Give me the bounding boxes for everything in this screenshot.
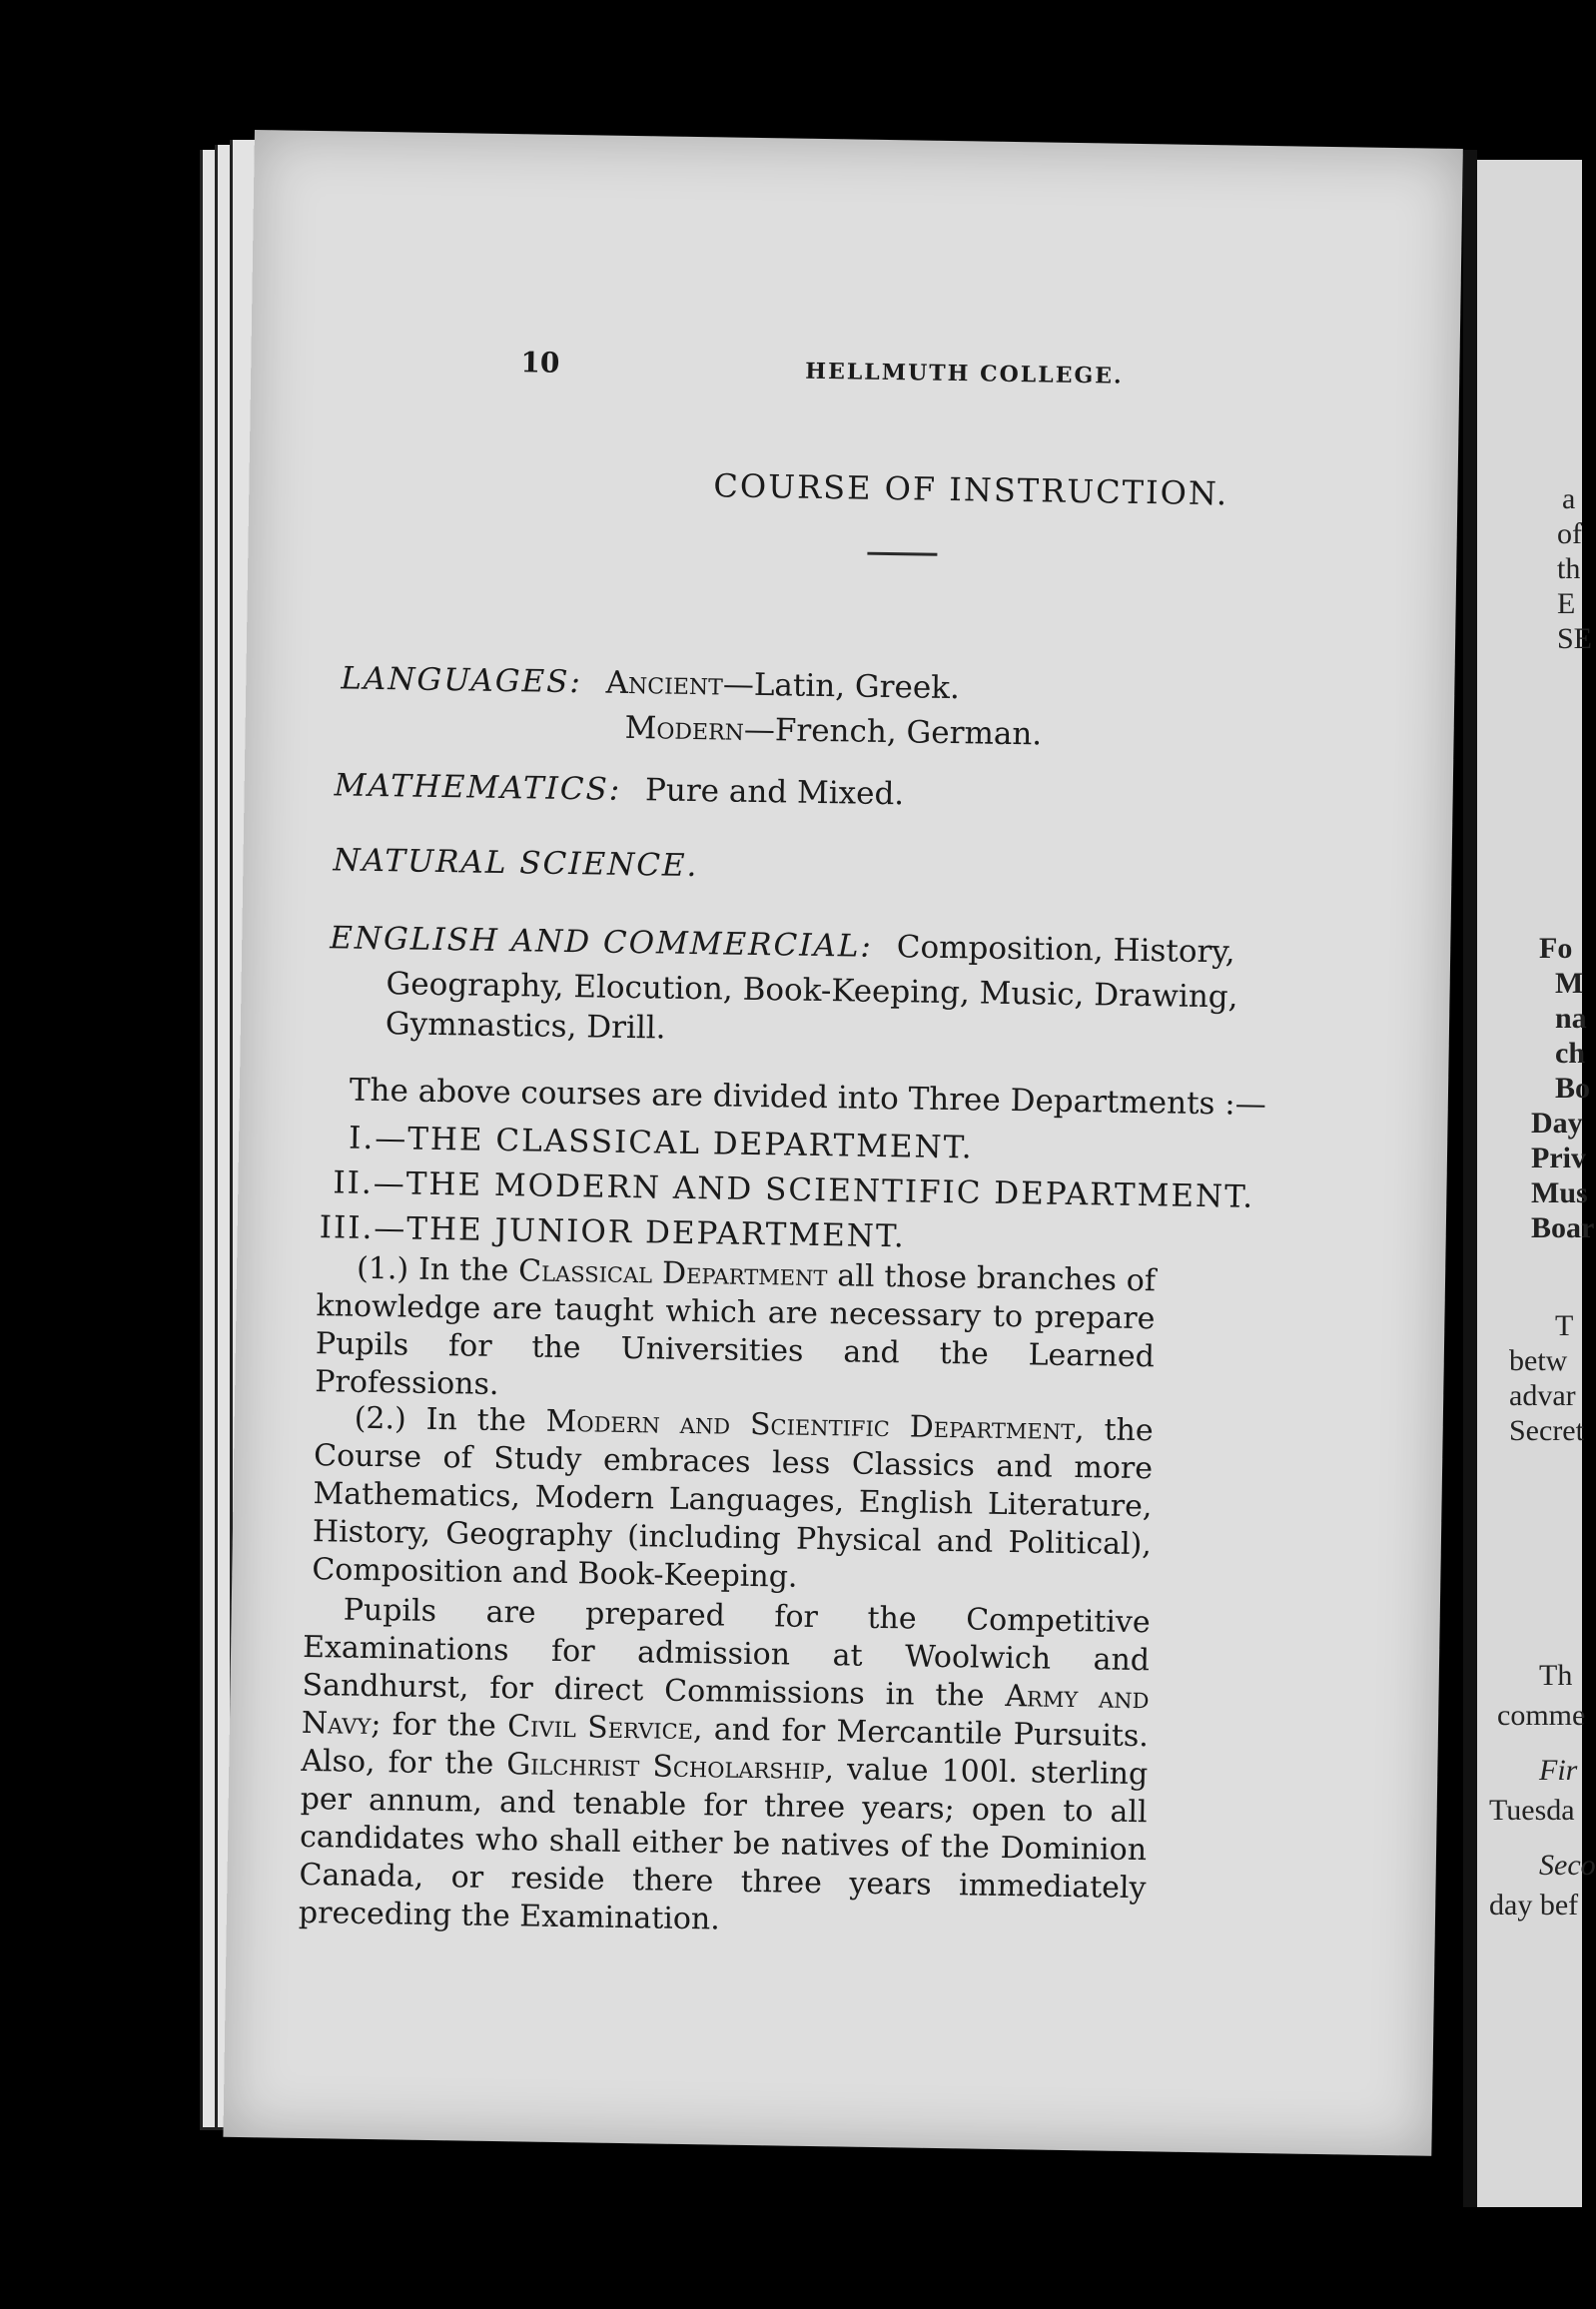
paragraph-modern-term: Modern and Scientific Department, <box>545 1403 1085 1448</box>
book-gutter <box>1463 150 1477 2207</box>
title-rule <box>867 552 937 556</box>
facing-fragment: ch <box>1555 1037 1585 1070</box>
paragraph-exam-text-d: value 100l. sterling per annum, and tenable for three years; open to all candidates who shall either be natives of the Dominion Canada, or reside there three years immediately preceding the Examination. <box>298 1752 1149 1937</box>
paragraph-classical <box>315 1249 1156 1414</box>
english-line-3 <box>386 1006 666 1046</box>
facing-fragment: na <box>1555 1002 1587 1035</box>
gilchrist-term: Gilchrist Scholarship, <box>505 1747 835 1788</box>
section-title: COURSE OF INSTRUCTION. <box>713 466 1229 513</box>
paragraph-classical-text: all those branches of knowledge are taught which are necessary to prepare Pupils for the Universities and the Learned Professions. <box>315 1258 1157 1402</box>
facing-fragment: T <box>1555 1309 1574 1342</box>
mathematics-value: Pure and Mixed. <box>644 772 905 813</box>
facing-fragment: advar <box>1509 1379 1576 1412</box>
paragraph-exam-text-b: ; for the <box>371 1707 497 1744</box>
facing-fragment: Seco <box>1539 1849 1596 1882</box>
english-value-1: Composition, History, <box>896 929 1235 971</box>
paragraph-classical-lead: (1.) In the <box>356 1250 509 1289</box>
modern-value: —French, German. <box>743 711 1043 753</box>
ancient-label: Ancient <box>605 664 724 703</box>
facing-fragment: a <box>1562 482 1576 515</box>
english-value-2: Geography, Elocution, Book-Keeping, Music, Drawing, <box>386 966 1238 1016</box>
english-value-3: Gymnastics, Drill. <box>385 1006 666 1047</box>
junior-department-heading: III.—THE JUNIOR DEPARTMENT. <box>319 1209 907 1255</box>
ancient-value: —Latin, Greek. <box>722 666 961 707</box>
modern-department-heading: II.—THE MODERN AND SCIENTIFIC DEPARTMENT. <box>333 1164 1255 1215</box>
facing-fragment: Boar <box>1531 1211 1595 1244</box>
facing-fragment: Tuesda <box>1489 1794 1575 1827</box>
facing-fragment: M <box>1555 967 1584 1000</box>
paragraph-exam-text-a: Pupils are prepared for the Competitive Examinations for admission at Woolwich and Sandhurst, for direct Commissions in the <box>302 1592 1151 1714</box>
facing-fragment: SE <box>1557 622 1593 655</box>
running-title: HELLMUTH COLLEGE. <box>805 358 1124 389</box>
modern-languages-line <box>624 710 1042 753</box>
english-label: ENGLISH AND COMMERCIAL: <box>330 920 874 965</box>
paragraph-classical-term: Classical Department <box>517 1253 828 1294</box>
paragraph-exam-text-c: and for Mercantile Pursuits. Also, for the <box>301 1712 1150 1782</box>
classical-department-heading: I.—THE CLASSICAL DEPARTMENT. <box>348 1120 974 1166</box>
departments-intro: The above courses are divided into Three Departments :— <box>349 1072 1267 1124</box>
languages-label: LANGUAGES: <box>341 660 583 701</box>
english-line-1 <box>330 920 1235 970</box>
facing-fragment: th <box>1557 552 1581 585</box>
mathematics-line <box>334 767 904 812</box>
facing-fragment: Mus <box>1531 1176 1588 1209</box>
paragraph-modern <box>312 1399 1154 1602</box>
paragraph-modern-text: the Course of Study embraces less Classics and more Mathematics, Modern Languages, English Literature, History, Geography (including Physical and Political), Composition and Book-Keeping. <box>312 1412 1154 1595</box>
facing-fragment: Th <box>1539 1659 1573 1692</box>
facing-fragment: Secret <box>1509 1414 1584 1447</box>
facing-fragment: of <box>1557 517 1582 550</box>
mathematics-label: MATHEMATICS: <box>334 767 622 808</box>
natural-science-label: NATURAL SCIENCE. <box>333 842 699 885</box>
facing-fragment: comme <box>1497 1699 1586 1732</box>
facing-fragment: Fir <box>1539 1754 1578 1787</box>
facing-fragment: Bo <box>1555 1072 1591 1105</box>
paragraph-modern-lead: (2.) In the <box>354 1400 527 1439</box>
facing-page <box>1477 160 1596 2207</box>
languages-line <box>341 660 960 706</box>
modern-label: Modern <box>624 709 745 748</box>
book-page <box>223 130 1462 2156</box>
civil-service-term: Civil Service, <box>506 1709 703 1748</box>
facing-fragment: Day <box>1531 1107 1583 1140</box>
facing-fragment: Fo <box>1539 932 1573 965</box>
page-number: 10 <box>520 346 560 380</box>
natural-science-line <box>333 842 698 884</box>
facing-fragment: Priv <box>1531 1142 1586 1174</box>
paragraph-examinations <box>299 1591 1151 1945</box>
facing-fragment: betw <box>1509 1344 1568 1377</box>
facing-fragment: day bef <box>1489 1889 1579 1922</box>
facing-fragment: E <box>1557 587 1576 620</box>
army-navy-term: Army and Navy <box>301 1678 1150 1743</box>
